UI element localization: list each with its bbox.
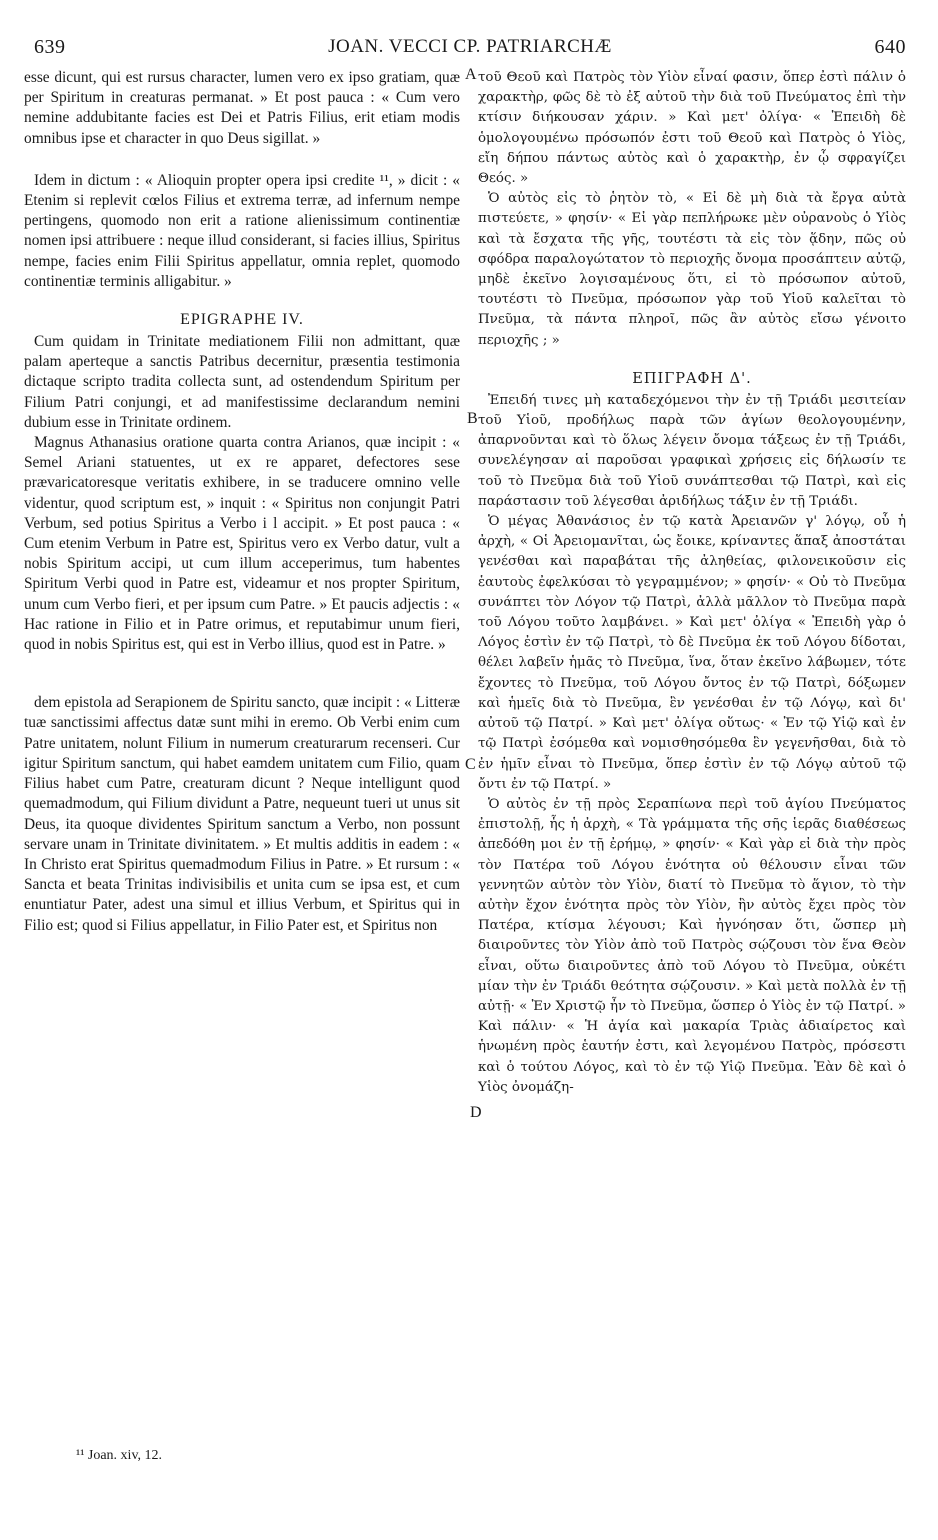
page-header xyxy=(34,36,906,62)
margin-marker-b: B xyxy=(467,410,478,427)
footnote: ¹¹ Joan. xiv, 12. xyxy=(76,1448,163,1463)
latin-heading: EPIGRAPHE IV. xyxy=(180,311,304,329)
margin-marker-a: A xyxy=(465,66,477,83)
greek-paragraph-2: Ὁ αὐτὸς εἰς τὸ ῥητὸν τὸ, « Εἰ δὲ μὴ διὰ τὰ ἔργα αὐτὰ πιστεύετε, » φησίν· « Εἰ γὰρ πεπλήρωκε μὲν οὐρανοὺς ὁ Υἱὸς καὶ τὰ ἔσχατα τῆς γῆς, τουτέστι τὰ εἰς τὸν ᾅδην, πῶς οὐ σφόδρα παραλογώτατον τὸ περιοχῆς ὄνομα προσάπτειν αὐτῷ, μηδὲ ἐκεῖνο λογισαμένους ὅτι, εἰ τὸ πρόσωπον αὐτοῦ, τουτέστι τὸ Πνεῦμα, πρόσωπον γὰρ τοῦ Υἱοῦ καλεῖται τὸ Πνεῦμα, τὰ πάντα πληροῖ, πῶς ἂν αὐτὸς εἴσω γένοιτο περιοχῆς ; » xyxy=(478,191,906,348)
page-number-left: 639 xyxy=(34,36,66,58)
greek-paragraph-4: Ὁ μέγας Ἀθανάσιος ἐν τῷ κατὰ Ἀρειανῶν γ' λόγῳ, οὗ ἡ ἀρχὴ, « Οἱ Ἀρειομανῖται, ὡς ἔοικε, κρίναντες ἅπαξ ἀποστάται γενέσθαι καὶ παραβάται τῆς ἀληθείας, φιλονεικοῦσιν εἰς ἑαυτοὺς ἐφελκύσαι τὸ γεγραμμένον; » φησίν· « Οὐ τὸ Πνεῦμα συνάπτει τὸν Λόγον τῷ Πατρὶ, ἀλλὰ μᾶλλον τὸ Πνεῦμα παρὰ τοῦ Λόγου τοῦτο λαμβάνει. » Καὶ μετ' ὀλίγα « Ἐπειδὴ γὰρ ὁ Λόγος ἐστὶν ἐν τῷ Πατρὶ, τὸ δὲ Πνεῦμα ἐκ τοῦ Λόγου δίδοται, θέλει λαβεῖν ἡμᾶς τὸ Πνεῦμα, ἵνα, ὅταν ἐκεῖνο λάβωμεν, τότε ἔχοντες τὸ Πνεῦμα, τοῦ Λόγου ὄντος ἐν τῷ Πατρὶ, δόξωμεν καὶ ἡμεῖς διὰ τὸ Πνεῦμα, ἓν γενέσθαι ἐν τῷ Λόγῳ, καὶ δι' αὐτοῦ τῷ Πατρί. » Καὶ μετ' ὀλίγα οὕτως· « Ἐν τῷ Υἱῷ καὶ ἐν τῷ Πατρὶ ἐσόμεθα καὶ νομισθησόμεθα ἓν γεγενῆσθαι, διὰ τὸ ἐν ἡμῖν εἶναι τὸ Πνεῦμα, ὅπερ ἐστὶν ἐν τῷ Λόγῳ αὐτοῦ τῷ ὄντι ἐν τῷ Πατρί. » xyxy=(478,514,906,792)
greek-column xyxy=(478,68,906,1098)
greek-paragraph-3: Ἐπειδή τινες μὴ καταδεχόμενοι τὴν ἐν τῇ Τριάδι μεσιτείαν τοῦ Υἱοῦ, προδήλως παρὰ τῶν ἁγίων θεολογουμένην, ἀπαρνοῦνται καὶ τὸ ὅλως λέγειν ὄνομα τάξεως ἐν τῇ Τριάδι, συνελέγησαν αἱ παροῦσαι γραφικαὶ χρήσεις εἰς δήλωσίν τε τοῦ τὸ Πνεῦμα διὰ τοῦ Υἱοῦ συνάπτεσθαι τῷ Πατρὶ, καὶ εἰς παράστασιν τοῦ λέγεσθαι ἀριδήλως τάξιν ἐν τῇ Τριάδι. xyxy=(478,392,906,509)
greek-paragraph-1: τοῦ Θεοῦ καὶ Πατρὸς τὸν Υἱὸν εἶναί φασιν, ὅπερ ἐστὶ πάλιν ὁ χαρακτὴρ, φῶς δὲ τὸ ἐξ αὐτοῦ τὴν διὰ τοῦ Πνεύματος ἐπὶ τὴν κτίσιν διήκουσαν χάριν. » Καὶ μετ' ὀλίγα· « Ἐπειδὴ δὲ ὁμολογουμένω πρόσωπόν ἐστι τοῦ Θεοῦ καὶ Πατρὸς ὁ Υἱὸς, εἴη δήπου πάντως αὐτὸς καὶ ὁ χαρακτὴρ, ἐν ᾧ σφραγίζει Θεός. » xyxy=(478,70,906,187)
margin-marker-d: D xyxy=(470,1104,482,1121)
latin-paragraph-4: Magnus Athanasius oratione quarta contra Arianos, quæ incipit : « Semel Ariani statuentes, ut ex re apparet, defectores sese prævaricatoresque veritatis exhibere, in se traducere omnino velle videntur, quod scriptum est, » inquit : « Spiritus non conjungit Patri Verbum, sed potius Spiritus a Verbo i l accipit. » Et post pauca : « Cum etenim Verbum in Patre est, Spiritus vero ex Verbo datur, vult a nobis Spiritum accipi, ut cum illum acceperimus, tum habentes Spiritum Verbi quod in Patre est, videamur et nos propter Spiritum, unum cum Verbo fieri, et per ipsum cum Patre. » Et paucis adjectis : « Hac ratione in Filio et in Patre orimus, et reputabimur unum fieri, quod in nobis Spiritus est, qui est in Verbo illius, quod est in Patre. » xyxy=(24,434,460,654)
latin-paragraph-1: esse dicunt, qui est rursus character, lumen vero ex ipso gratiam, quæ per Spiritum in creaturas permanat. » Et post pauca : « Cum vero nemine addubitante facies est Dei et Patris Filius, erit etiam modis omnibus ipse et character in quo Deus sigillat. » xyxy=(24,69,460,147)
running-title: JOAN. VECCI CP. PATRIARCHÆ xyxy=(328,36,612,57)
latin-paragraph-2: Idem in dictum : « Alioquin propter opera ipsi credite ¹¹, » dicit : « Etenim si replevit cœlos Filius et extrema terræ, ad infernum nempe pertingens, quomodo non erit a ratione alienissimum continentiæ nomen ipsi attribuere : neque illud considerant, si facies illius, Spiritus nempe, facies enim Filii Spiritus appellatur, omnia replet, quomodo continentiæ terminis alligabitur. » xyxy=(24,171,460,290)
greek-heading: ΕΠΙΓΡΑΦΗ Δ'. xyxy=(632,370,752,387)
latin-paragraph-3: Cum quidam in Trinitate mediationem Filii non admittant, quæ palam aperteque a sanctis Patribus decernitur, præsentia testimonia dictaque scripto tradita collecta sunt, ad ostendendum Spiritum per Filium Patri conjungi, et ad manifestissime declarandum nemini dubium esse in Trinitate ordinem. xyxy=(24,333,460,431)
page-number-right: 640 xyxy=(874,36,906,58)
latin-paragraph-5: dem epistola ad Serapionem de Spiritu sancto, quæ incipit : « Litteræ tuæ sanctissimi affectus datæ sunt mihi in eremo. Ob Verbi enim cum Patre unitatem, nolunt Filium in numerum creaturarum recenseri. Cur igitur Spiritum sanctum, qui habet eamdem unitatem cum Filio, quam Filius habet cum Patre, creaturam dicunt ? Neque intelligunt quod quemadmodum, qui Filium dividunt a Patre, nequeunt tueri ut unus sit Deus, ita quoque dividentes Spiritum sanctum a Verbo, non possunt servare unam in Trinitate divinitatem. » Et multis additis in eadem : « In Christo erat Spiritus quemadmodum Filius in Patre. » Et rursum : « Sancta et beata Trinitas indivisibilis et unita cum se ipsa est, et cum enuntiatur Pater, adest una simul et illius Verbum, et Spiritus qui in Filio est; quod si Filius appellatur, in Filio Pater est, et Spiritus non xyxy=(24,694,460,934)
greek-paragraph-5: Ὁ αὐτὸς ἐν τῇ πρὸς Σεραπίωνα περὶ τοῦ ἁγίου Πνεύματος ἐπιστολῇ, ἧς ἡ ἀρχὴ, « Τὰ γράμματα τῆς σῆς ἱερᾶς διαθέσεως ἀπεδόθη μοι ἐν τῇ ἐρήμῳ, » φησίν· « Καὶ γὰρ εἰ διὰ τὴν πρὸς τὸν Πατέρα τοῦ Λόγου ἑνότητα οὐ θέλουσιν εἶναι τῶν γεννητῶν αὐτὸν τὸν Υἱὸν, διατί τὸ Πνεῦμα τὸ ἅγιον, τὸ τὴν αὐτὴν ἔχον ἑνότητα πρὸς τὸν Υἱὸν, ἣν αὐτὸς ἔχει πρὸς τὸν Πατέρα, κτίσμα λέγουσι; Καὶ ἠγνόησαν ὅτι, ὥσπερ μὴ διαιροῦντες τὸν Υἱὸν ἀπὸ τοῦ Πατρὸς σῴζουσι τὸν ἕνα Θεὸν εἶναι, οὕτω διαιροῦντες ἀπὸ τοῦ Λόγου τὸ Πνεῦμα, οὐκέτι μίαν τὴν ἐν Τριάδι θεότητα σῴζουσιν. » Καὶ μετὰ πολλὰ ἐν τῇ αὐτῇ· « Ἐν Χριστῷ ἦν τὸ Πνεῦμα, ὥσπερ ὁ Υἱὸς ἐν τῷ Πατρί. » Καὶ πάλιν· « Ἡ ἁγία καὶ μακαρία Τριὰς ἀδιαίρετος καὶ ἡνωμένη πρὸς ἑαυτήν ἐστι, καὶ λεγομένου Πατρὸς, πρόσεστι καὶ ὁ τούτου Λόγος, καὶ τὸ ἐν τῷ Υἱῷ Πνεῦμα. Ἐὰν δὲ καὶ ὁ Υἱὸς ὀνομάζη- xyxy=(478,796,906,1095)
latin-column xyxy=(24,68,460,936)
margin-marker-c: C xyxy=(465,756,476,773)
